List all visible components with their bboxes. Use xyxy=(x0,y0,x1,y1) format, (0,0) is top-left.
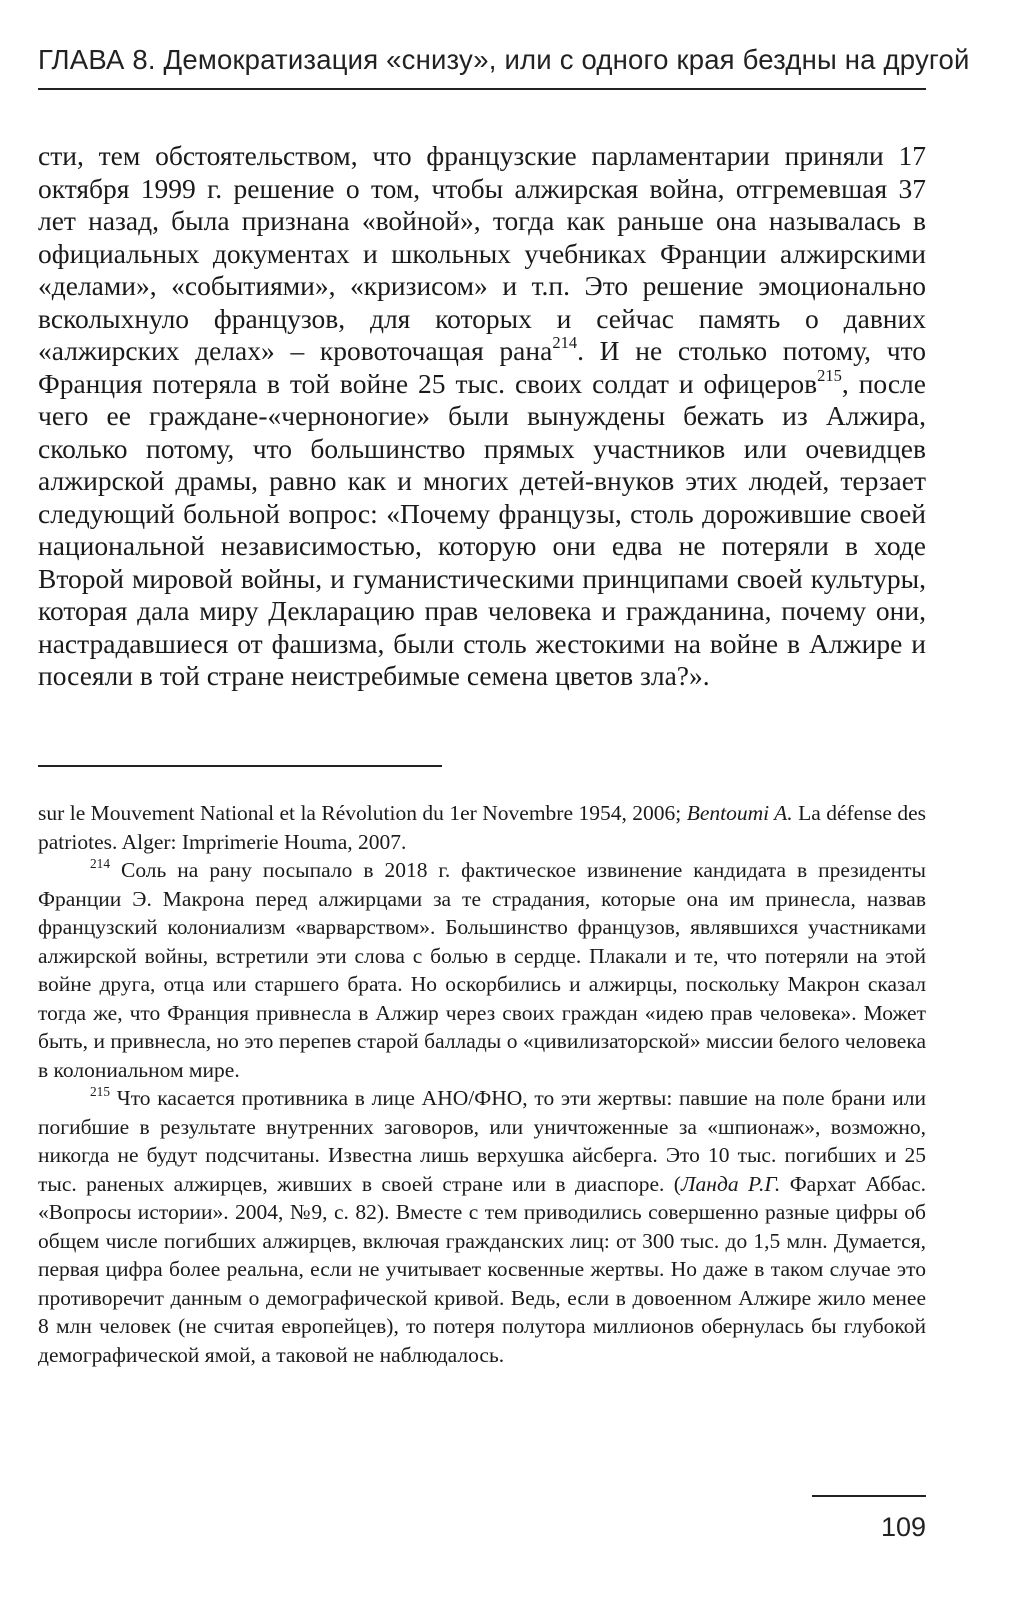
footnote-214-number: 214 xyxy=(90,855,110,871)
footnote-214-text: Соль на рану посыпало в 2018 г. фактическое извинение кандидата в президенты Франции Э. Макрона перед алжирцами за те страдания, которые она им принесла, назвав французский колониализм «варварством». Большинство французов, являвшихся участниками алжирской войны, встретили эти слова с болью в сердце. Плакали и те, что потеряли на этой войне друга, отца или старшего брата. Но оскорбились и алжирцы, поскольку Макрон сказал тогда же, что Франция привнесла в Алжир через своих граждан «идею прав человека». Может быть, и привнесла, но это перепев старой баллады о «цивилизаторской» миссии белого человека в колониальном мире. xyxy=(38,858,926,1082)
continuation-text-2: La défense des patriotes. Alger: Imprimerie Houma, 2007. xyxy=(38,801,926,854)
footnote-215-author: Ланда Р.Г. xyxy=(680,1171,781,1196)
header-rule xyxy=(38,88,926,90)
footnote-ref-215[interactable]: 215 xyxy=(817,365,842,385)
continuation-author: Bentoumi A. xyxy=(686,801,793,825)
continuation-text: sur le Mouvement National et la Révolution du 1er Novembre 1954, 2006; xyxy=(38,801,687,825)
main-text-part2: . И не столько потому, что Франция потеряла в той войне 25 тыс. своих солдат и офицеров xyxy=(38,335,927,399)
footnote-215-number: 215 xyxy=(90,1083,110,1099)
footnote-215-text-2: Фархат Аббас. «Вопросы истории». 2004, №9, с. 82). Вместе с тем приводились совершенно разные цифры об общем числе погибших алжирцев, включая гражданских лиц: от 300 тыс. до 1,5 млн. Думается, первая цифра более реальна, если не учитывает косвенные жертвы. Но даже в таком случае это противоречит данным о демографической кривой. Ведь, если в довоенном Алжире жило менее 8 млн человек (не считая европейцев), то потеря полутора миллионов обернулась бы глубокой демографической ямой, а таковой не наблюдалось. xyxy=(38,1171,926,1367)
page-number: 109 xyxy=(880,1512,926,1542)
footnote-continuation xyxy=(38,799,926,856)
running-header: ГЛАВА 8. Демократизация «снизу», или с одного края бездны на другой xyxy=(38,44,970,75)
main-paragraph xyxy=(38,140,926,693)
footnote-215 xyxy=(38,1084,926,1369)
main-text xyxy=(38,140,926,693)
footnote-separator xyxy=(38,765,442,767)
footnote-ref-214[interactable]: 214 xyxy=(552,333,578,353)
main-text-part3: , после чего ее граждане-«черноногие» были вынуждены бежать из Алжира, сколько потому, что большинство прямых участников или очевидцев алжирской драмы, равно как и многих детей-внуков этих людей, терзает следующий больной вопрос: «Почему французы, столь дорожившие своей национальной независимостью, которую они едва не потеряли в ходе Второй мировой войны, и гуманистическими принципами своей культуры, которая дала миру Декларацию прав человека и гражданина, почему они, настрадавшиеся от фашизма, были столь жестокими на войне в Алжире и посеяли в той стране неистребимые семена цветов зла?». xyxy=(38,367,926,691)
footnote-214 xyxy=(38,856,926,1084)
page-number-rule xyxy=(812,1495,926,1497)
footnotes xyxy=(38,799,926,1369)
main-text-part1: сти, тем обстоятельством, что французские парламентарии приняли 17 октября 1999 г. решение о том, чтобы алжирская война, отгремевшая 37 лет назад, была признана «войной», тогда как раньше она называлась в официальных документах и школьных учебниках Франции алжирскими «делами», «событиями», «кризисом» и т.п. Это решение эмоционально всколыхнуло французов, для которых и сейчас память о давних «алжирских делах» – кровоточащая рана xyxy=(38,140,926,366)
footnote-215-text-1: Что касается противника в лице АНО/ФНО, то эти жертвы: павшие на поле брани или погибшие в результате внутренних заговоров, или уничтоженные за «шпионаж», возможно, никогда не будут подсчитаны. Известна лишь верхушка айсберга. Это 10 тыс. погибших и 25 тыс. раненых алжирцев, живших в своей стране или в диаспоре. ( xyxy=(38,1086,926,1196)
